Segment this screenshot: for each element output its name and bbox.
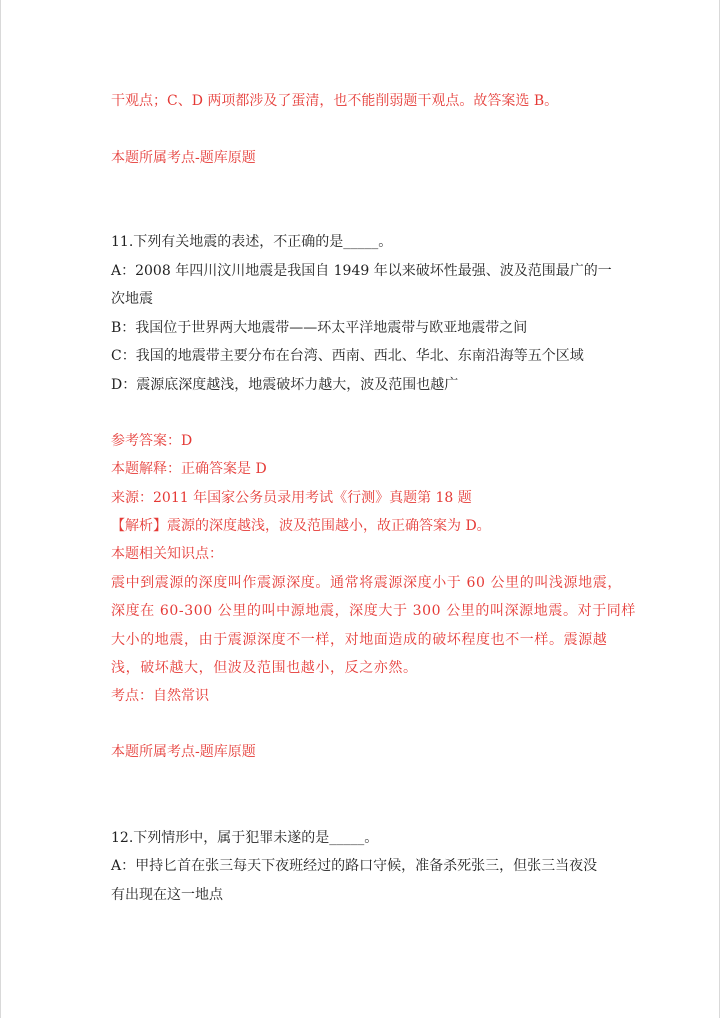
knowledge-line: 浅，破坏越大，但波及范围也越小，反之亦然。 xyxy=(111,660,418,676)
question-11-stem: 11.下列有关地震的表述，不正确的是_____。 xyxy=(111,234,393,250)
question-11-topic: 考点：自然常识 xyxy=(111,688,209,704)
question-11-source: 来源：2011 年国家公务员录用考试《行测》真题第 18 题 xyxy=(111,490,472,506)
knowledge-line: 大小的地震，由于震源深度不一样，对地面造成的破坏程度也不一样。震源越 xyxy=(111,632,608,648)
question-11-option-b: B：我国位于世界两大地震带——环太平洋地震带与欧亚地震带之间 xyxy=(111,320,528,336)
question-11-option-d: D：震源底深度越浅，地震破坏力越大，波及范围也越广 xyxy=(111,377,459,393)
question-11-option-c: C：我国的地震带主要分布在台湾、西南、西北、华北、东南沿海等五个区域 xyxy=(111,348,584,364)
knowledge-line: 震中到震源的深度叫作震源深度。通常将震源深度小于 60 公里的叫浅源地震， xyxy=(111,575,622,591)
question-11-knowledge-title: 本题相关知识点： xyxy=(111,546,223,562)
question-11-answer: 参考答案：D xyxy=(111,433,193,449)
question-12-option-a-line2: 有出现在这一地点 xyxy=(111,887,223,903)
question-11-explanation: 本题解释：正确答案是 D xyxy=(111,461,267,477)
question-12-option-a-line1: A：甲持匕首在张三每天下夜班经过的路口守候，准备杀死张三，但张三当夜没 xyxy=(111,858,598,874)
question-11-source-note: 本题所属考点-题库原题 xyxy=(111,744,256,760)
previous-source-note: 本题所属考点-题库原题 xyxy=(111,150,256,166)
knowledge-line: 深度在 60-300 公里的叫中源地震，深度大于 300 公里的叫深源地震。对于同样 xyxy=(111,603,636,619)
question-11-option-a-line2: 次地震 xyxy=(111,291,153,307)
question-12-stem: 12.下列情形中，属于犯罪未遂的是_____。 xyxy=(111,830,379,846)
previous-explanation-tail: 干观点；C、D 两项都涉及了蛋清，也不能削弱题干观点。故答案选 B。 xyxy=(111,93,559,109)
question-11-analysis: 【解析】震源的深度越浅，波及范围越小，故正确答案为 D。 xyxy=(111,518,491,534)
question-11-option-a-line1: A：2008 年四川汶川地震是我国自 1949 年以来破坏性最强、波及范围最广的一 xyxy=(111,263,612,279)
